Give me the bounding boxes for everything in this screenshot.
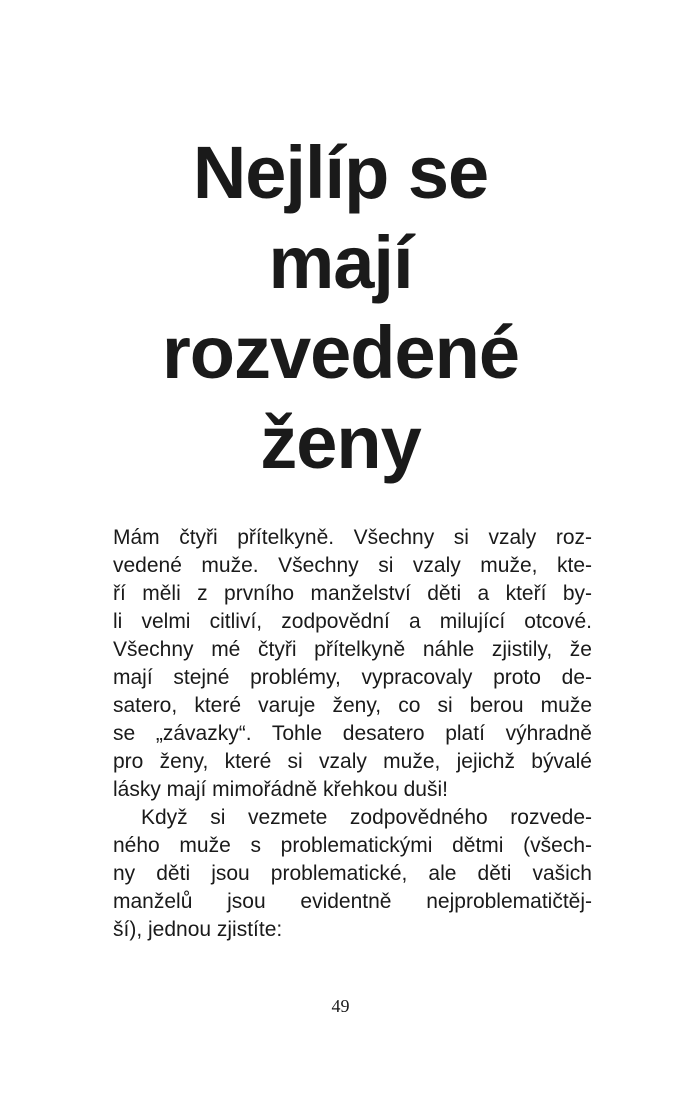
- chapter-title-line: mají: [268, 221, 413, 304]
- text-line: ří měli z prvního manželství děti a kteří by-: [113, 582, 592, 605]
- chapter-title-line: ženy: [260, 401, 421, 484]
- text-line: vedené muže. Všechny si vzaly muže, kte-: [113, 554, 592, 577]
- chapter-title: [60, 128, 621, 488]
- text-line: mají stejné problémy, vypracovaly proto de-: [113, 666, 592, 689]
- text-line: manželů jsou evidentně nejproblematičtěj-: [113, 890, 592, 913]
- text-line: ny děti jsou problematické, ale děti vašich: [113, 862, 592, 885]
- text-line: satero, které varuje ženy, co si berou muže: [113, 694, 592, 717]
- text-line: li velmi citliví, zodpovědní a milující otcové.: [113, 610, 592, 633]
- text-line: ší), jednou zjistíte:: [113, 918, 283, 941]
- text-line: lásky mají mimořádně křehkou duši!: [113, 778, 448, 801]
- page-number: 49: [331, 996, 350, 1016]
- chapter-title-line: Nejlíp se: [192, 131, 489, 214]
- text-line: Mám čtyři přítelkyně. Všechny si vzaly roz-: [113, 526, 592, 549]
- text-line: Když si vezmete zodpovědného rozvede-: [141, 806, 592, 829]
- text-line: ného muže s problematickými dětmi (všech-: [113, 834, 592, 857]
- text-line: se „závazky“. Tohle desatero platí výhradně: [113, 722, 592, 745]
- chapter-title-line: rozvedené: [161, 311, 520, 394]
- text-line: pro ženy, které si vzaly muže, jejichž bývalé: [113, 750, 592, 773]
- text-line: Všechny mé čtyři přítelkyně náhle zjistily, že: [113, 638, 592, 661]
- body-text: [113, 524, 592, 944]
